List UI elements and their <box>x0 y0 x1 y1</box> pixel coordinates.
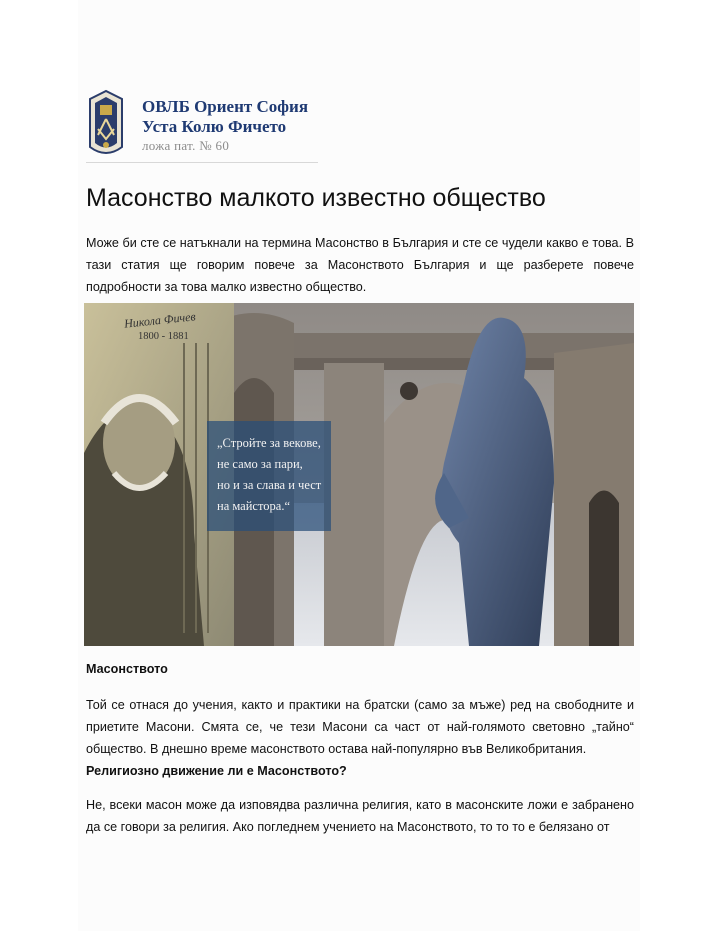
lodge-logo <box>86 88 318 162</box>
section-heading-masonry: Масонството <box>86 662 168 676</box>
banknote-signature: Никола Фичев <box>123 309 197 331</box>
quote-line: но и за слава и чест <box>217 478 322 492</box>
logo-title: ОВЛБ Ориент София <box>142 96 309 116</box>
banknote-years: 1800 - 1881 <box>138 331 189 342</box>
bridge-statue-collage <box>84 303 634 646</box>
lodge-emblem-icon <box>86 89 126 161</box>
logo-subtitle: Уста Колю Фичето <box>142 116 287 136</box>
logo-lodge-number: ложа пат. № 60 <box>142 137 230 153</box>
quote-line: не само за пари, <box>217 457 303 471</box>
intro-paragraph: Може би сте се натъкнали на термина Масонство в България и сте се чудели какво е това. В тази статия ще говорим повече за Масонството България и ще разберете повече подробности за това малко известно общество. <box>86 236 634 294</box>
section-paragraph-religion: Не, всеки масон може да изповядва различна религия, като в масонските ложи е забранено да се говори за религия. Ако погледнем учението на Масонството, то то то е белязано от <box>86 798 634 834</box>
quote-box <box>207 421 331 531</box>
page-title: Масонство малкото известно общество <box>86 184 546 212</box>
section-paragraph-masonry: Той се отнася до учения, както и практики на братски (само за мъже) ред на свободните и приетите Масони. Смята се, че тези Масони са част от най-голямото световно „тайно“ общество. В днешно време масонството остава най-популярно във Великобритания. <box>86 698 634 756</box>
quote-line: на майстора.“ <box>217 499 290 513</box>
logo-divider <box>86 162 318 163</box>
hero-image <box>84 303 634 646</box>
quote-line: „Стройте за векове, <box>217 436 321 450</box>
section-heading-religion: Религиозно движение ли е Масонството? <box>86 764 347 778</box>
